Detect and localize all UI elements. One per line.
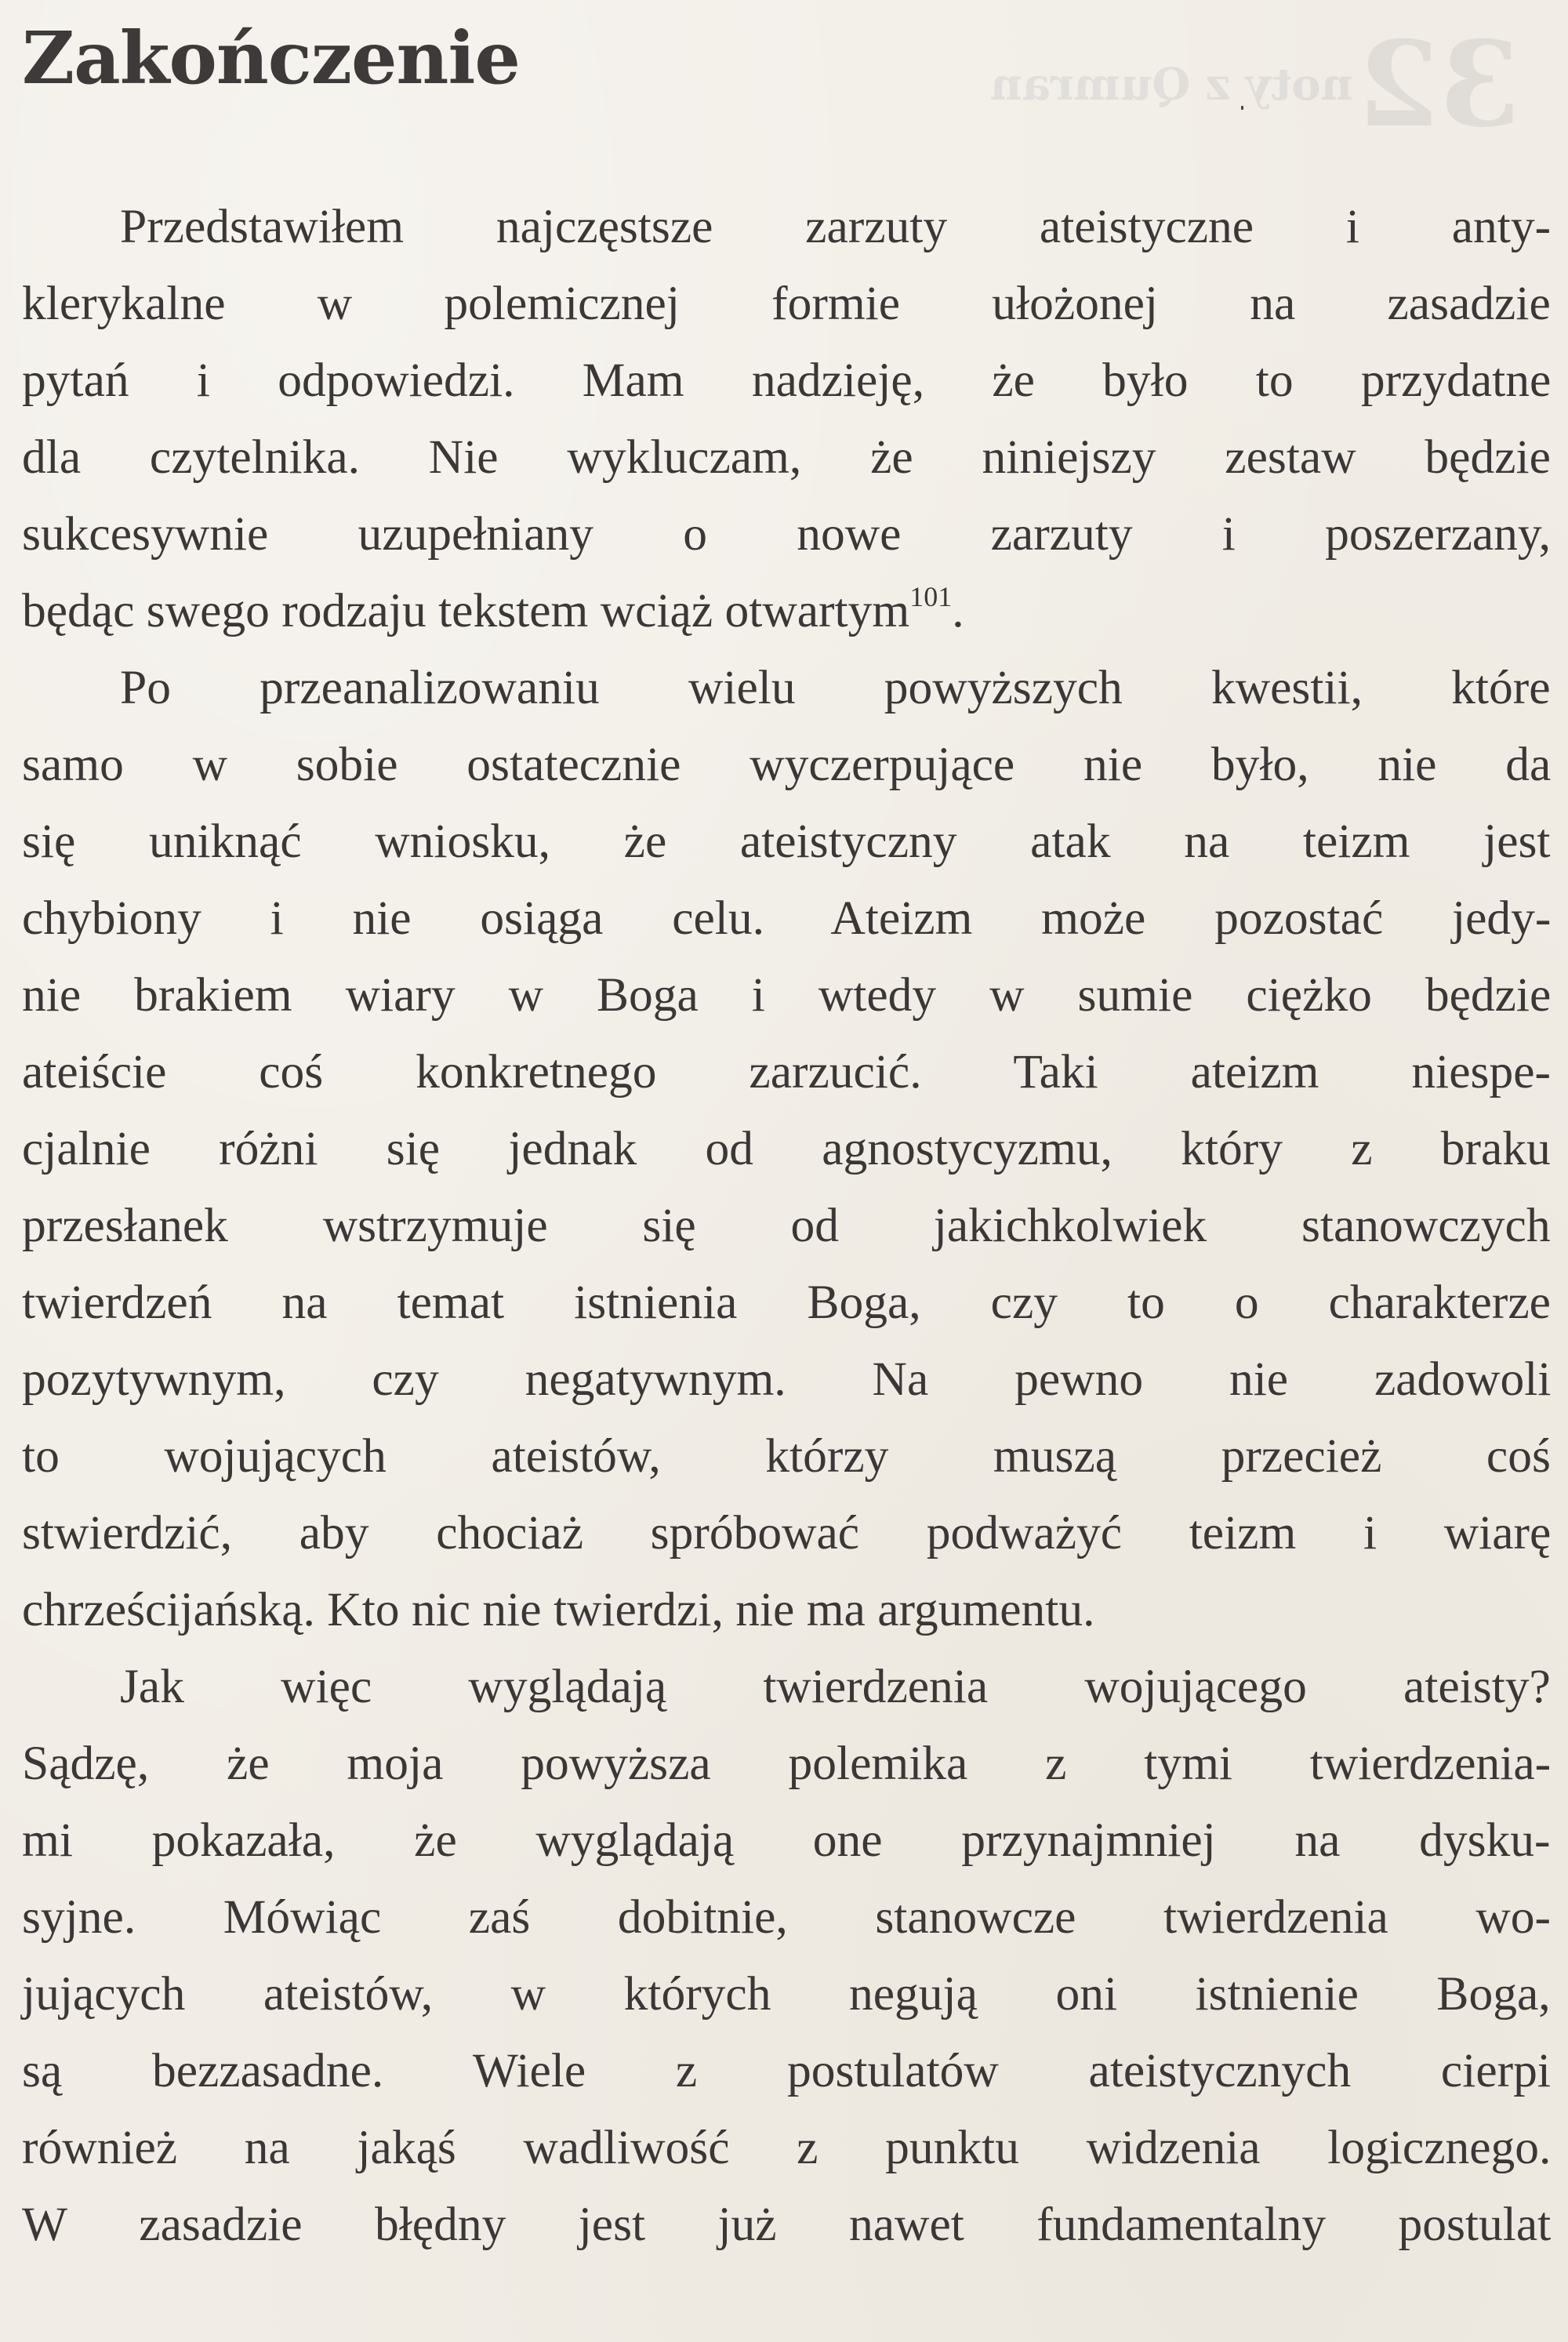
text-line: jujących ateistów, w których negują oni istnienie Boga, xyxy=(22,1967,1551,2021)
text-line: Jak więc wyglądają twierdzenia wojującego ateisty? xyxy=(120,1660,1551,1713)
bleed-through-page-number: 32 xyxy=(1357,16,1521,154)
text-line-with-footnote xyxy=(22,572,1551,649)
text-line: W zasadzie błędny jest już nawet fundamentalny postulat xyxy=(22,2198,1552,2251)
text-line: mi pokazała, że wyglądają one przynajmniej na dysku- xyxy=(22,1814,1551,1867)
footnote-reference[interactable]: 101 xyxy=(909,581,953,612)
text-line: nie brakiem wiary w Boga i wtedy w sumie ciężko będzie xyxy=(22,968,1552,1022)
text-line: będąc swego rodzaju tekstem wciąż otwartym xyxy=(22,584,910,637)
text-line: twierdzeń na temat istnienia Boga, czy to o charakterze xyxy=(22,1276,1551,1329)
text-line: stwierdzić, aby chociaż spróbować podważyć teizm i wiarę xyxy=(22,1506,1552,1560)
bleed-through-text xyxy=(967,16,1521,154)
paper-speck xyxy=(1241,106,1243,110)
text-line: cjalnie różni się jednak od agnostycyzmu, który z braku xyxy=(22,1122,1551,1175)
text-line: się uniknąć wniosku, że ateistyczny atak na teizm jest xyxy=(22,815,1551,868)
text-line: to wojujących ateistów, którzy muszą przecież coś xyxy=(22,1429,1551,1483)
text-line: Po przeanalizowaniu wielu powyższych kwestii, które xyxy=(120,661,1551,714)
paragraph-2 xyxy=(22,649,1551,1648)
paragraph-1 xyxy=(22,188,1551,649)
text-line: są bezzasadne. Wiele z postulatów ateistycznych cierpi xyxy=(22,2044,1551,2097)
paragraph-3 xyxy=(22,1648,1551,2263)
text-line: również na jakąś wadliwość z punktu widzenia logicznego. xyxy=(22,2121,1552,2174)
text-line: ateiście coś konkretnego zarzucić. Taki ateizm niespe- xyxy=(22,1045,1551,1098)
text-line: pytań i odpowiedzi. Mam nadzieję, że było to przydatne xyxy=(22,354,1552,407)
text-line: chrześcijańską. Kto nic nie twierdzi, nie ma argumentu. xyxy=(22,1583,1095,1636)
text-line: syjne. Mówiąc zaś dobitnie, stanowcze twierdzenia wo- xyxy=(22,1890,1552,1944)
text-line: pozytywnym, czy negatywnym. Na pewno nie zadowoli xyxy=(22,1353,1552,1406)
text-line: samo w sobie ostatecznie wyczerpujące nie było, nie da xyxy=(22,738,1552,791)
text-line: klerykalne w polemicznej formie ułożonej na zasadzie xyxy=(22,277,1551,330)
text-line: sukcesywnie uzupełniany o nowe zarzuty i poszerzany, xyxy=(22,507,1552,561)
text-line: dla czytelnika. Nie wykluczam, że niniejszy zestaw będzie xyxy=(22,430,1551,484)
chapter-title: Zakończenie xyxy=(22,16,520,100)
sentence-period: . xyxy=(952,584,964,637)
body-text xyxy=(22,188,1551,2263)
bleed-through-heading: noty z Qumran xyxy=(990,59,1353,111)
text-line: Sądzę, że moja powyższa polemika z tymi twierdzenia- xyxy=(22,1737,1552,1790)
text-line: przesłanek wstrzymuje się od jakichkolwiek stanowczych xyxy=(22,1199,1551,1252)
text-line: chybiony i nie osiąga celu. Ateizm może pozostać jedy- xyxy=(22,891,1552,945)
text-line: Przedstawiłem najczęstsze zarzuty ateistyczne i anty- xyxy=(120,200,1552,253)
